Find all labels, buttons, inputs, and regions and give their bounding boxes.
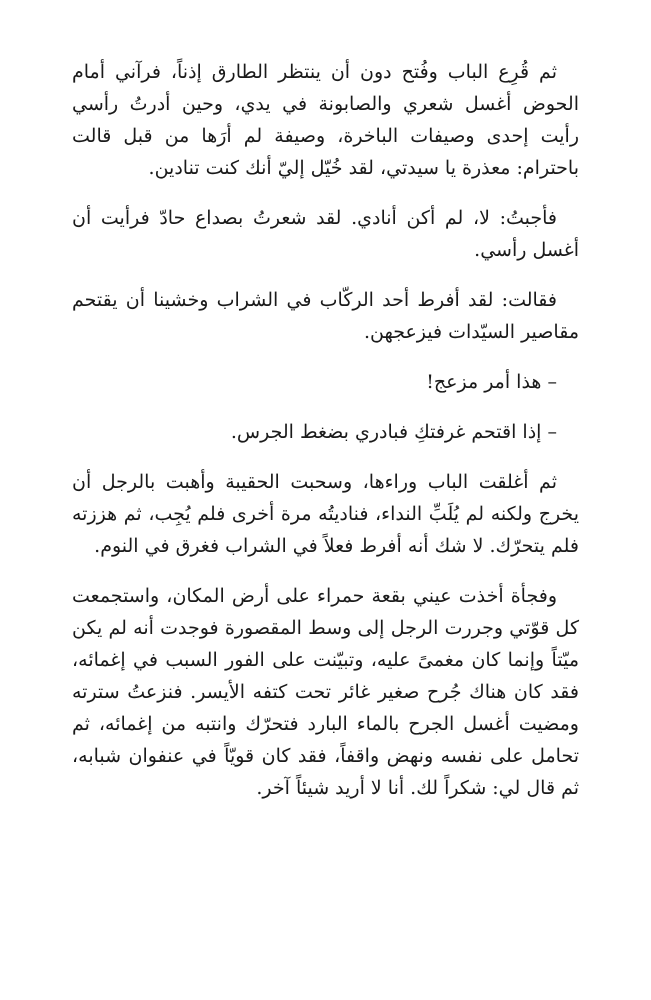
dialog-line-ring-bell: – إذا اقتحم غرفتكِ فبادري بضغط الجرس. xyxy=(230,421,557,443)
paragraph-reply-headache: فأجبتُ: لا، لم أكن أنادي. لقد شعرتُ بصداع حادّ فرأيت أن أغسل رأسي. xyxy=(72,207,579,261)
paragraph-man-not-answering: ثم أغلقت الباب وراءها، وسحبت الحقيبة وأهبت بالرجل أن يخرج ولكنه لم يُلَبِّ النداء، فناديتُه مرة أخرى فلم يُجِب، ثم هززته فلم يتحرّك. لا شك أنه أفرط فعلاً في الشراب فغرق في النوم. xyxy=(72,471,579,557)
paragraph-knock-at-door: ثم قُرِع الباب وفُتح دون أن ينتظر الطارق إذناً، فرآني أمام الحوض أغسل شعري والصابونة في يدي، وحين أدرتُ رأسي رأيت إحدى وصيفات الباخرة، وصيفة لم أرَها من قبل قالت باحترام: معذرة يا سيدتي، لقد خُيّل إليّ أنك كنت تنادين. xyxy=(72,61,579,179)
paragraph-red-stain-wound: وفجأة أخذت عيني بقعة حمراء على أرض المكان، واستجمعت كل قوّتي وجررت الرجل إلى وسط المقصورة فوجدت أنه لم يكن ميّتاً وإنما كان مغمىً عليه، وتبيّنت على الفور السبب في إغمائه، فقد كان هناك جُرح صغير غائر تحت كتفه الأيسر. فنزعتُ سترته ومضيت أغسل الجرح بالماء البارد فتحرّك وانتبه من إغمائه، ثم تحامل على نفسه ونهض واقفاً، فقد كان قويّاً في عنفوان شبابه، ثم قال لي: شكراً لك. أنا لا أريد شيئاً آخر. xyxy=(72,585,579,799)
dialog-line-annoying: – هذا أمر مزعج! xyxy=(426,371,557,393)
paragraph-maid-explains: فقالت: لقد أفرط أحد الركّاب في الشراب وخشينا أن يقتحم مقاصير السيّدات فيزعجهن. xyxy=(72,289,579,343)
